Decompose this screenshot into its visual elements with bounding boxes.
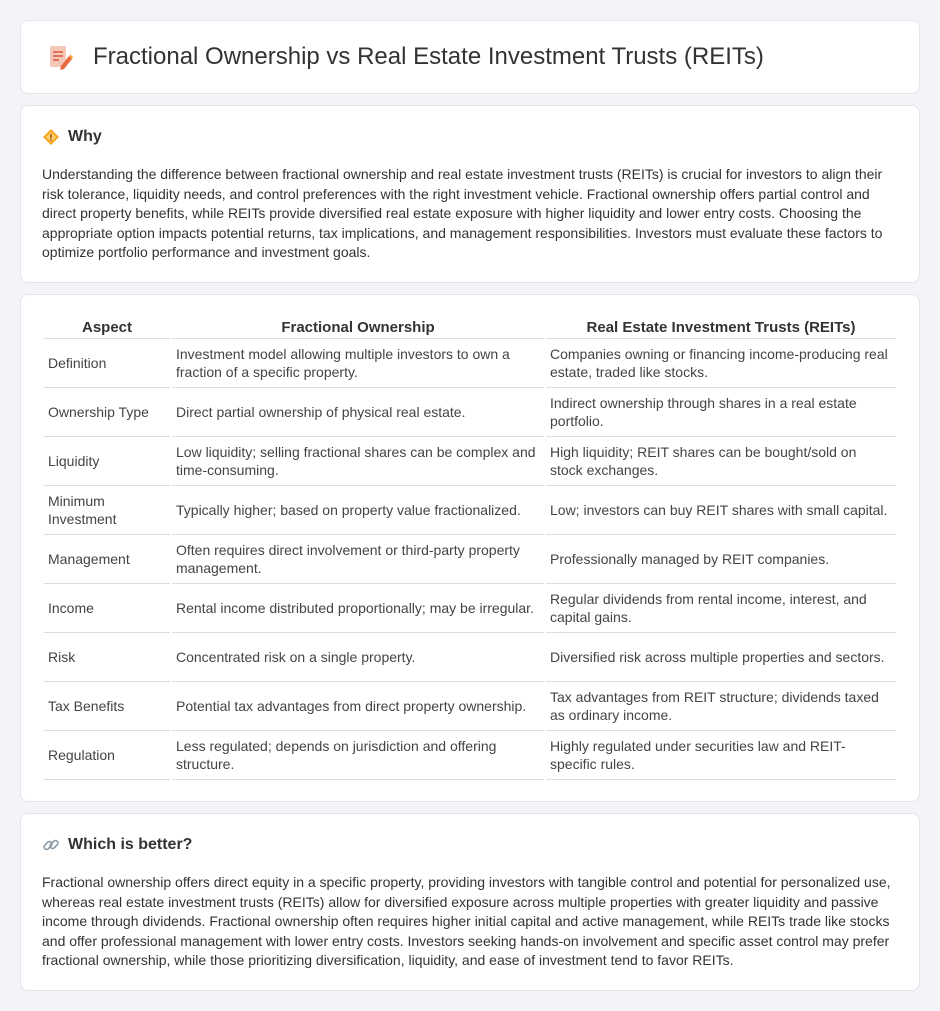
header-card [20, 20, 920, 94]
table-row [44, 584, 896, 633]
why-title: Why [68, 128, 102, 145]
link-icon [42, 836, 60, 854]
cell-reits: High liquidity; REIT shares can be bought/sold on stock exchanges. [546, 437, 896, 486]
table-row [44, 633, 896, 682]
table-row [44, 535, 896, 584]
table-header-row [44, 315, 896, 339]
cell-fractional: Low liquidity; selling fractional shares can be complex and time-consuming. [172, 437, 544, 486]
cell-aspect: Management [44, 535, 170, 584]
comparison-table [42, 315, 898, 780]
why-text: Understanding the difference between fractional ownership and real estate investment trusts (REITs) is crucial for investors to align their risk tolerance, liquidity needs, and control preferences with the right investment vehicle. Fractional ownership offers partial control and direct property benefits, while REITs provide diversified real estate exposure with higher liquidity and lower entry costs. Choosing the appropriate option impacts potential returns, tax implications, and management responsibilities. Investors must evaluate these factors to optimize portfolio performance and investment goals. [42, 166, 883, 261]
cell-aspect: Minimum Investment [44, 486, 170, 535]
diamond-warning-icon [42, 128, 60, 146]
cell-aspect: Tax Benefits [44, 682, 170, 731]
table-row [44, 437, 896, 486]
cell-fractional: Potential tax advantages from direct property ownership. [172, 682, 544, 731]
cell-reits: Professionally managed by REIT companies. [546, 535, 896, 584]
cell-fractional: Investment model allowing multiple investors to own a fraction of a specific property. [172, 339, 544, 388]
cell-reits: Regular dividends from rental income, interest, and capital gains. [546, 584, 896, 633]
cell-fractional: Rental income distributed proportionally; may be irregular. [172, 584, 544, 633]
cell-aspect: Risk [44, 633, 170, 682]
header-aspect: Aspect [44, 315, 170, 339]
cell-reits: Highly regulated under securities law and REIT-specific rules. [546, 731, 896, 780]
cell-fractional: Typically higher; based on property value fractionalized. [172, 486, 544, 535]
why-heading [42, 128, 898, 146]
cell-reits: Tax advantages from REIT structure; dividends taxed as ordinary income. [546, 682, 896, 731]
table-row [44, 486, 896, 535]
cell-reits: Companies owning or financing income-producing real estate, traded like stocks. [546, 339, 896, 388]
table-row [44, 339, 896, 388]
why-section [20, 105, 920, 283]
table-row [44, 388, 896, 437]
better-heading [42, 836, 898, 854]
cell-aspect: Ownership Type [44, 388, 170, 437]
cell-aspect: Liquidity [44, 437, 170, 486]
better-title: Which is better? [68, 836, 193, 853]
cell-fractional: Concentrated risk on a single property. [172, 633, 544, 682]
document-pencil-icon [47, 44, 73, 70]
comparison-section [20, 294, 920, 802]
cell-fractional: Often requires direct involvement or third-party property management. [172, 535, 544, 584]
better-text: Fractional ownership offers direct equity in a specific property, providing investors with tangible control and potential for personalized use, whereas real estate investment trusts (REITs) allow for diversified exposure across multiple properties with greater liquidity and passive income through dividends. Fractional ownership often requires higher initial capital and active management, while REITs trade like stocks and offer professional management with lower entry costs. Investors seeking hands-on involvement and specific asset control may prefer fractional ownership, while those prioritizing diversification, liquidity, and ease of investment tend to favor REITs. [42, 874, 891, 969]
cell-aspect: Definition [44, 339, 170, 388]
page-title: Fractional Ownership vs Real Estate Investment Trusts (REITs) [93, 43, 764, 70]
cell-aspect: Income [44, 584, 170, 633]
cell-fractional: Less regulated; depends on jurisdiction and offering structure. [172, 731, 544, 780]
table-row [44, 682, 896, 731]
cell-fractional: Direct partial ownership of physical real estate. [172, 388, 544, 437]
cell-aspect: Regulation [44, 731, 170, 780]
header-reits: Real Estate Investment Trusts (REITs) [546, 315, 896, 339]
cell-reits: Diversified risk across multiple properties and sectors. [546, 633, 896, 682]
cell-reits: Indirect ownership through shares in a real estate portfolio. [546, 388, 896, 437]
header-fractional: Fractional Ownership [172, 315, 544, 339]
cell-reits: Low; investors can buy REIT shares with small capital. [546, 486, 896, 535]
table-row [44, 731, 896, 780]
which-better-section [20, 813, 920, 991]
